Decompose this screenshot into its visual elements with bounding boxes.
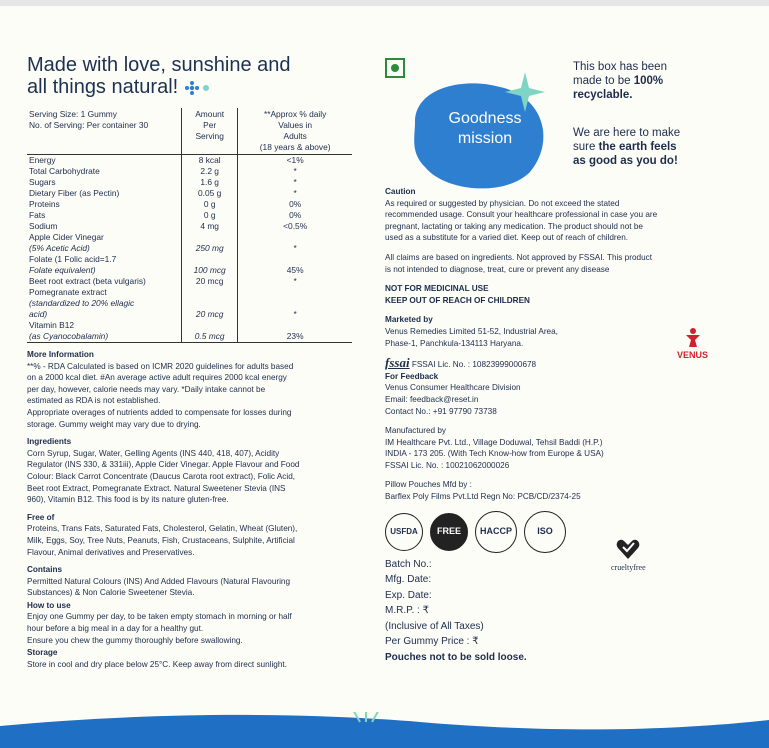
table-row (27, 276, 352, 287)
nutrient-dv (238, 287, 352, 298)
nutrient-dv: 23% (238, 331, 352, 343)
table-row (27, 254, 352, 265)
text-line: Flavour, Animal derivatives and Preservatives. (27, 547, 195, 557)
col3-line4: (18 years & above) (259, 142, 331, 152)
bottom-wave (0, 712, 769, 748)
free-of-title: Free of (27, 512, 55, 522)
certifications (385, 511, 725, 553)
pouches-text: Barflex Poly Films Pvt.Ltd Regn No: PCB/CD/2374-25 (385, 492, 581, 502)
how-to-use-text (27, 611, 352, 646)
nutrition-table (27, 108, 352, 343)
table-row (27, 298, 352, 309)
batch-info (385, 557, 725, 666)
nutrition-rows (27, 155, 352, 343)
col3-line2: Values in (278, 120, 313, 130)
warning-line-1: NOT FOR MEDICINAL USE (385, 284, 489, 294)
nutrient-dv (238, 232, 352, 243)
warning-line-2: KEEP OUT OF REACH OF CHILDREN (385, 295, 530, 305)
nutrient-amount: 2.2 g (182, 166, 238, 177)
table-row (27, 188, 352, 199)
nutrient-dv (238, 254, 352, 265)
text-line: FSSAI Lic. No. : 10021062000026 (385, 460, 510, 470)
how-to-use-title: How to use (27, 600, 71, 610)
nutrient-name: (standardized to 20% ellagic (29, 298, 135, 308)
nutrient-name: Apple Cider Vinegar (29, 232, 104, 242)
table-row (27, 309, 352, 320)
venus-logo (677, 326, 708, 360)
pouches-title: Pillow Pouches Mfd by : (385, 480, 472, 490)
goodness-badge (430, 109, 540, 149)
col3-line3: Adults (283, 131, 307, 141)
table-row (27, 210, 352, 221)
nutrient-dv: 0% (238, 210, 352, 221)
text-line: Email: feedback@reset.in (385, 394, 479, 404)
text-line: on a 2000 kcal diet. #An average active adult requires 2000 kcal energy (27, 373, 287, 383)
feedback-text (385, 382, 725, 417)
nutrient-dv: <0.5% (238, 221, 352, 232)
nutrient-name: Folate (1 Folic acid=1.7 (29, 254, 117, 264)
text-line: is not intended to diagnose, treat, cure or prevent any disease (385, 264, 610, 274)
nutrient-dv (238, 298, 352, 309)
nutrient-amount: 250 mg (182, 243, 238, 254)
nutrient-name: Fats (29, 210, 46, 220)
headline-line-2: all things natural! (27, 76, 179, 98)
table-row (27, 155, 352, 167)
nutrient-name: (5% Acetic Acid) (29, 243, 90, 253)
promise-note (573, 126, 733, 168)
servings-per-container: No. of Serving: Per container 30 (29, 120, 149, 130)
text-line: Enjoy one Gummy per day, to be taken empty stomach in morning or half (27, 612, 292, 622)
table-row (27, 177, 352, 188)
col2-line1: Amount (195, 109, 225, 119)
text-line: Regulator (INS 330, & 331iii), Apple Cider Vinegar. Apple Flavour and Food (27, 460, 300, 470)
table-row (27, 232, 352, 243)
nutrient-amount: 4 mg (182, 221, 238, 232)
promise-line-3: as good as you do! (573, 155, 678, 167)
per-gummy-price: Per Gummy Price : ₹ (385, 636, 479, 648)
heart-check-icon (615, 537, 641, 561)
text-line: As required or suggested by physician. Do not exceed the stated (385, 198, 620, 208)
col2-line2: Per (203, 120, 217, 130)
headline-line-1: Made with love, sunshine and (27, 54, 291, 76)
nutrient-amount (182, 298, 238, 309)
text-line: used as a substitute for a varied diet. Keep out of reach of children. (385, 233, 629, 243)
nutrient-amount (182, 232, 238, 243)
headline (27, 54, 352, 98)
exp-date: Exp. Date: (385, 589, 432, 601)
text-line: Substances) & Non Calorie Sweetener Stevia. (27, 588, 195, 598)
text-line: hour before a big meal in a day for a healthy gut. (27, 624, 204, 634)
ingredients-text (27, 448, 352, 506)
manufactured-title: Manufactured by (385, 426, 446, 436)
marketed-title: Marketed by (385, 315, 433, 325)
nutrient-dv: * (238, 166, 352, 177)
nutrient-amount: 0 g (182, 210, 238, 221)
veg-mark-icon (385, 58, 405, 78)
text-line: Colour: Black Carrot Concentrate (Daucus Carota root extract), Folic Acid, (27, 471, 296, 481)
text-line: IM Healthcare Pvt. Ltd., Village Doduwal, Tehsil Baddi (H.P.) (385, 437, 603, 447)
nutrient-name: Folate equivalent) (29, 265, 96, 275)
right-text (385, 186, 725, 665)
text-line: Venus Remedies Limited 51-52, Industrial Area, (385, 326, 558, 336)
nutrient-dv: * (238, 276, 352, 287)
table-row (27, 221, 352, 232)
nutrient-amount: 0.05 g (182, 188, 238, 199)
feedback-title: For Feedback (385, 371, 439, 381)
nutrient-dv (238, 320, 352, 331)
nutrient-dv: 0% (238, 199, 352, 210)
fssai-license: FSSAI Lic. No. : 10823999000678 (411, 360, 537, 370)
nutrient-dv: * (238, 188, 352, 199)
flower-icon (184, 80, 220, 96)
nutrient-amount (182, 320, 238, 331)
text-line: estimated as RDA is not established. (27, 396, 161, 406)
table-row (27, 243, 352, 254)
loose-note: Pouches not to be sold loose. (385, 651, 527, 663)
cruelty-free-logo (611, 537, 646, 572)
nutrient-dv: * (238, 243, 352, 254)
col3-line1: **Approx % daily (263, 109, 327, 119)
nutrient-dv: 45% (238, 265, 352, 276)
nutrient-amount: 100 mcg (182, 265, 238, 276)
text-line: INDIA - 173 205. (With Tech Know-how from Europe & USA) (385, 449, 604, 459)
text-line: 960), Vitamin B12. This food is by its nature gluten-free. (27, 495, 229, 505)
nutrient-amount: 8 kcal (182, 155, 238, 167)
text-line: per day, however, calorie needs may vary. *Daily intake cannot be (27, 384, 266, 394)
contains-text (27, 576, 352, 599)
text-line: Permitted Natural Colours (INS) And Added Flavours (Natural Flavouring (27, 576, 291, 586)
venus-figure-icon (682, 326, 704, 348)
table-row (27, 166, 352, 177)
recyclable-note (573, 60, 733, 102)
fssai-logo: fssai (385, 355, 410, 371)
caution-text (385, 198, 725, 244)
haccp-icon: HACCP (475, 511, 517, 553)
text-line: Proteins, Trans Fats, Saturated Fats, Cholesterol, Gelatin, Wheat (Gluten), (27, 524, 298, 534)
text-line: pregnant, lactating or taking any medication. The product should not be (385, 221, 643, 231)
nutrient-name: Total Carbohydrate (29, 166, 100, 176)
table-row (27, 199, 352, 210)
marketed-text (385, 326, 725, 349)
text-line: storage. Gummy weight may vary due to drying. (27, 419, 201, 429)
nutrient-amount (182, 287, 238, 298)
col2-line3: Serving (195, 131, 224, 141)
storage-text (27, 659, 352, 671)
table-row (27, 320, 352, 331)
nutrient-dv: * (238, 177, 352, 188)
recycle-percent: 100% (633, 75, 664, 87)
promise-line-2a: sure (573, 141, 596, 153)
nutrient-amount: 0.5 mcg (182, 331, 238, 343)
table-row (27, 331, 352, 343)
recycle-line-2: made to be (573, 75, 631, 87)
nutrient-name: Dietary Fiber (as Pectin) (29, 188, 120, 198)
mrp: M.R.P. : ₹ (385, 605, 429, 617)
more-info-section (27, 349, 352, 670)
nutrient-dv: * (238, 309, 352, 320)
text-line: Ensure you chew the gummy thoroughly before swallowing. (27, 635, 243, 645)
mfg-date: Mfg. Date: (385, 574, 432, 586)
caution-title: Caution (385, 187, 416, 196)
text-line: Milk, Eggs, Soy, Tree Nuts, Peanuts, Fish, Crustaceans, Sulphite, Artificial (27, 535, 295, 545)
table-row (27, 265, 352, 276)
claims-text (385, 252, 725, 275)
free-of-text (27, 523, 352, 558)
nutrient-amount (182, 254, 238, 265)
tax-note: (Inclusive of All Taxes) (385, 620, 484, 632)
text-line: recommended usage. Consult your healthcare professional in case you are (385, 210, 658, 220)
nutrient-name: Pomegranate extract (29, 287, 107, 297)
more-info-text (27, 361, 352, 431)
nutrient-dv: <1% (238, 155, 352, 167)
cruelty-free-text: crueltyfree (611, 563, 646, 572)
nutrient-name: (as Cyanocobalamin) (27, 331, 182, 343)
nutrient-amount: 20 mcg (182, 309, 238, 320)
ingredients-title: Ingredients (27, 437, 72, 447)
nutrient-name: Sugars (29, 177, 56, 187)
contains-title: Contains (27, 565, 63, 575)
nutrient-amount: 0 g (182, 199, 238, 210)
promise-line-1: We are here to make (573, 127, 681, 139)
allergen-free-icon: FREE (430, 513, 468, 551)
venus-wordmark: VENUS (677, 350, 709, 360)
text-line: Appropriate overages of nutrients added to compensate for losses during (27, 407, 292, 417)
nutrient-name: acid) (29, 309, 48, 319)
nutrient-name: Sodium (29, 221, 58, 231)
top-edge (0, 0, 769, 6)
iso-icon: ISO (524, 511, 566, 553)
left-column (27, 54, 352, 670)
text-line: Store in cool and dry place below 25°C. Keep away from direct sunlight. (27, 659, 287, 669)
more-info-title: More Information (27, 350, 94, 359)
text-line: All claims are based on ingredients. Not approved by FSSAI. This product (385, 252, 652, 262)
nutrient-name: Energy (29, 155, 56, 165)
manufactured-text (385, 437, 725, 472)
storage-title: Storage (27, 648, 58, 658)
nutrient-amount: 20 mcg (182, 276, 238, 287)
serving-size: Serving Size: 1 Gummy (29, 109, 117, 119)
batch-no: Batch No.: (385, 558, 432, 570)
usfda-icon: USFDA (385, 513, 423, 551)
text-line: Beet root Extract, Pomegranate Extract. Natural Sweetener Stevia (INS (27, 483, 286, 493)
text-line: Corn Syrup, Sugar, Water, Gelling Agents (INS 440, 418, 407), Acidity (27, 448, 280, 458)
recycle-line-3: recyclable. (573, 89, 633, 101)
nutrient-name: Beet root extract (beta vulgaris) (29, 276, 146, 286)
nutrient-name: Vitamin B12 (29, 320, 75, 330)
table-row (27, 287, 352, 298)
text-line: Contact No.: +91 97790 73738 (385, 406, 497, 416)
text-line: Phase-1, Panchkula-134113 Haryana. (385, 338, 524, 348)
badge-line-1: Goodness (448, 110, 522, 127)
text-line: **% - RDA Calculated is based on ICMR 2020 guidelines for adults based (27, 361, 294, 371)
nutrient-name: Proteins (29, 199, 60, 209)
promise-line-2b: the earth feels (598, 141, 677, 153)
recycle-line-1: This box has been (573, 61, 667, 73)
nutrient-amount: 1.6 g (182, 177, 238, 188)
badge-line-2: mission (457, 130, 513, 147)
text-line: Venus Consumer Healthcare Division (385, 383, 521, 393)
